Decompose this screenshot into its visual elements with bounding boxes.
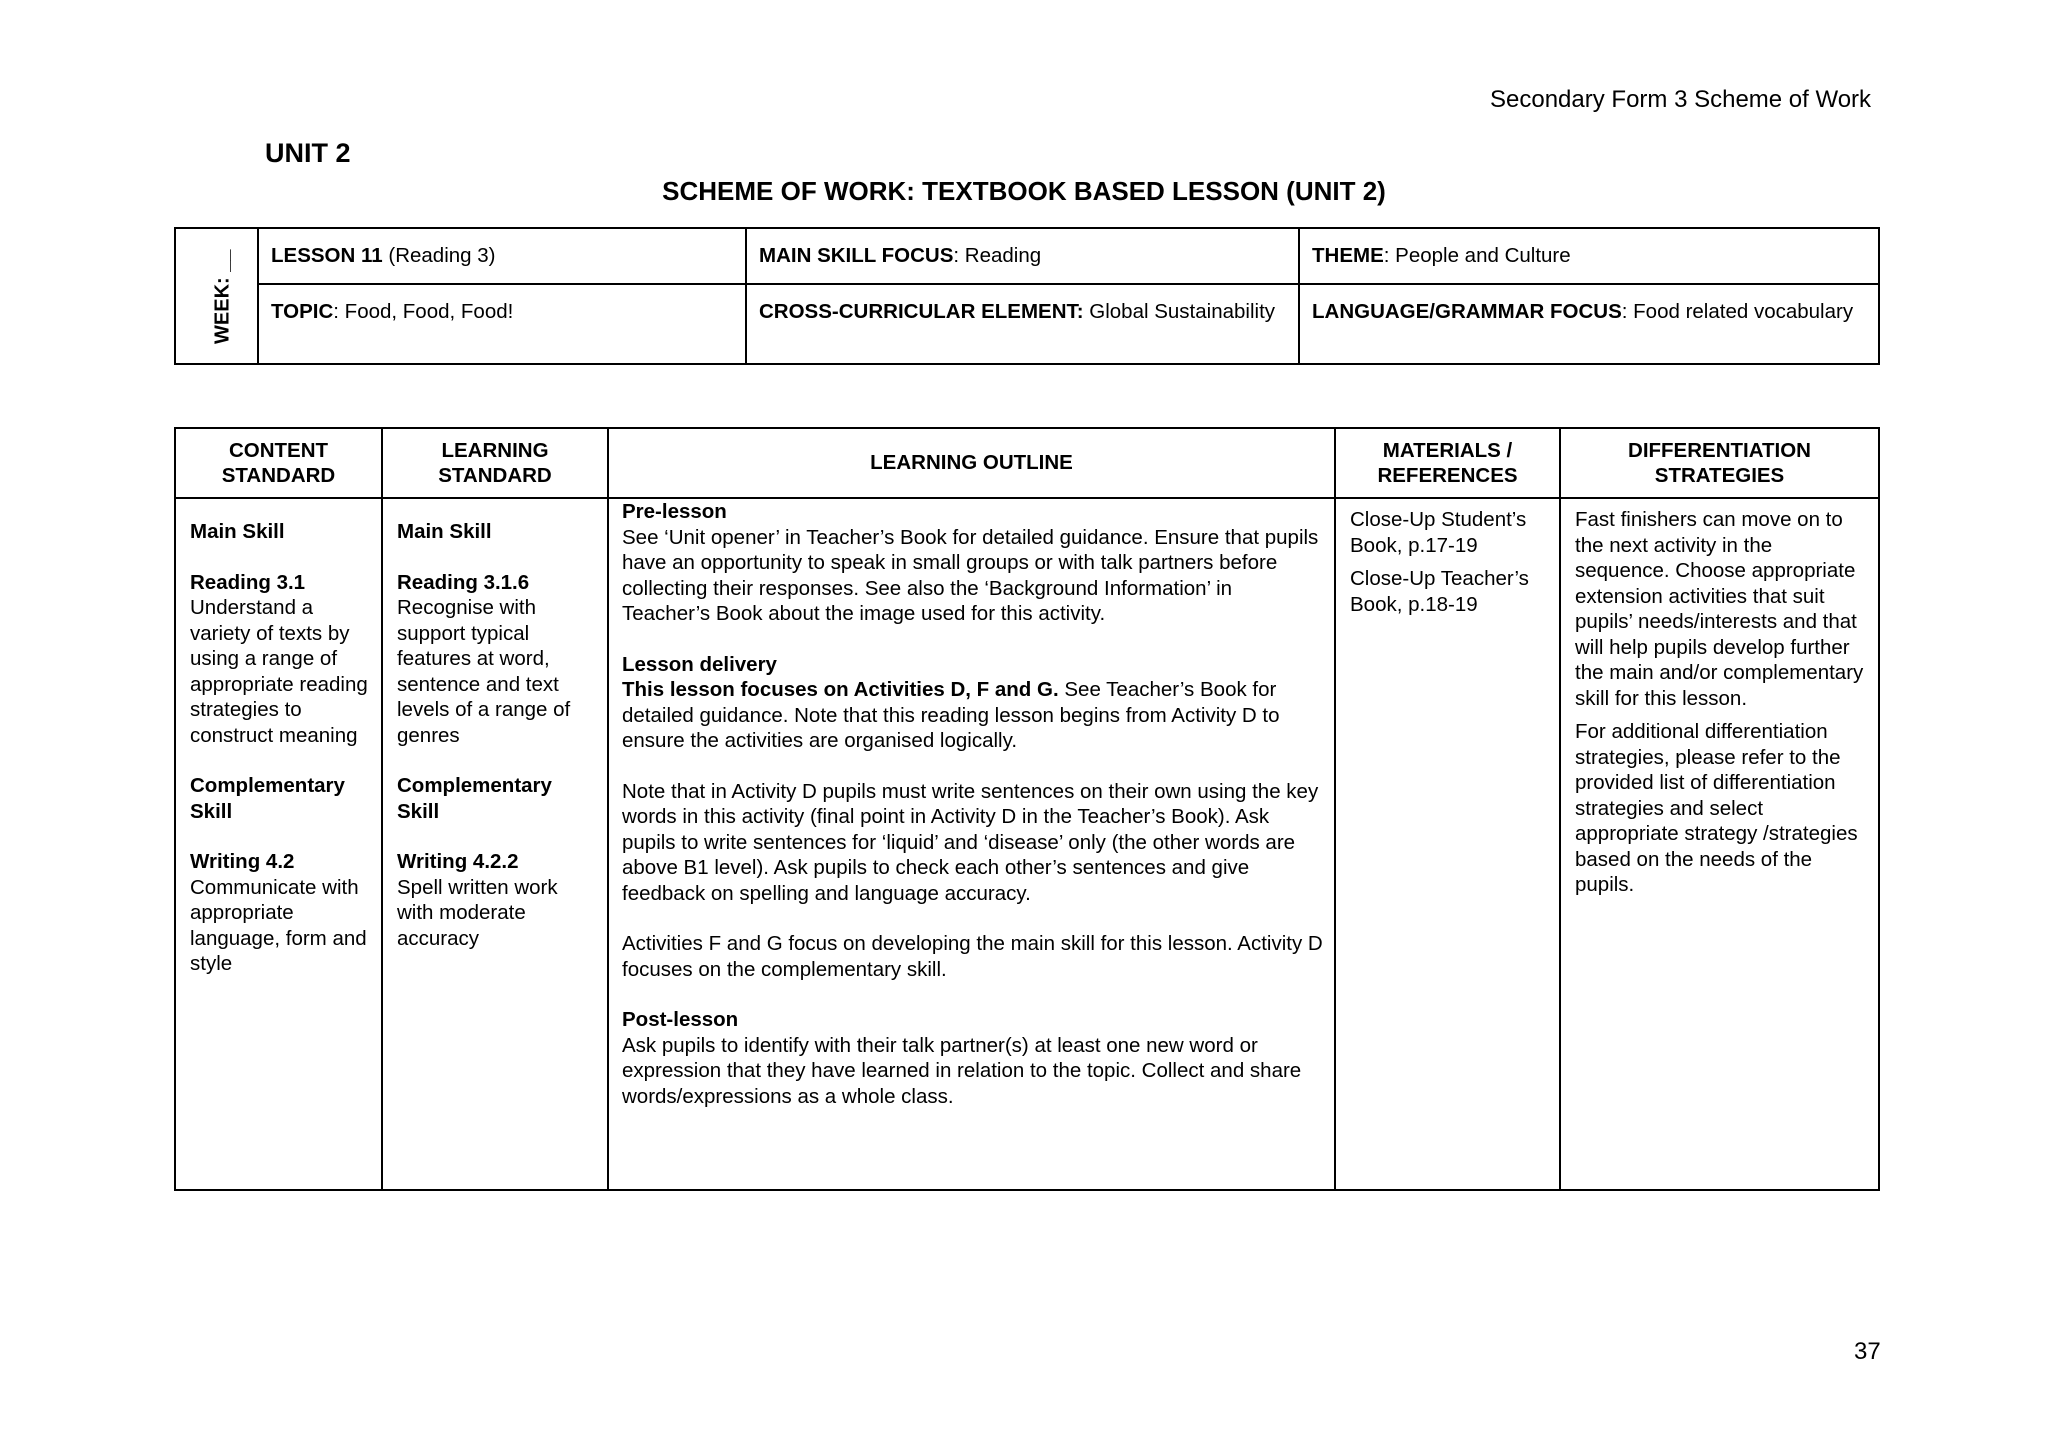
lesson-delivery-heading: Lesson delivery [622,652,777,676]
differentiation-item: Fast finishers can move on to the next activity in the sequence. Choose appropriate extension activities that suit pupils’ needs/interests and that will help pupils develop further the main and/or complementary skill for this lesson. [1575,508,1864,710]
header-differentiation: DIFFERENTIATION STRATEGIES [1560,428,1879,498]
topic-cell [258,284,746,364]
lesson-cell [258,228,746,284]
activity-note-text: Note that in Activity D pupils must write sentences on their own using the key words in this activity (final point in Activity D in the Teacher’s Book). Ask pupils to write sentences for ‘liquid’ and ‘disease’ only (the other words are above B1 level). Ask pupils to check each other’s sentences and give feedback on spelling and language accuracy. [622,779,1319,905]
week-label: WEEK: __ [211,249,234,344]
cross-curricular-value: Global Sustainability [1083,300,1276,323]
lesson-plan-table [174,427,1880,1191]
learning-main-skill-text: Recognise with support typical features at word, sentence and text levels of a range of genres [397,596,571,747]
pre-lesson-heading: Pre-lesson [622,500,727,523]
language-focus-value: : Food related vocabulary [1621,300,1854,323]
pre-lesson-text: See ‘Unit opener’ in Teacher’s Book for detailed guidance. Ensure that pupils have an opportunity to speak in small groups or with talk partners before collecting their responses. See also the ‘Background Information’ in Teacher’s Book about the image used for this activity. [622,525,1319,625]
main-skill-cell [746,228,1299,284]
learning-comp-skill-heading: Complementary Skill [397,774,552,823]
main-skill-value: : Reading [953,244,1042,267]
content-main-skill-code: Reading 3.1 [190,570,306,594]
unit-heading: UNIT 2 [265,138,351,168]
content-standard-cell [175,498,382,1190]
main-skill-label: MAIN SKILL FOCUS [759,244,954,267]
learning-main-skill-heading: Main Skill [397,520,492,543]
content-comp-skill-text: Communicate with appropriate language, form and style [190,875,367,975]
material-item: Close-Up Teacher’s Book, p.18-19 [1350,567,1529,616]
theme-cell [1299,228,1879,284]
learning-outline-cell [608,498,1335,1190]
topic-label: TOPIC [271,300,334,323]
language-focus-label: LANGUAGE/GRAMMAR FOCUS [1312,300,1622,323]
content-main-skill-text: Understand a variety of texts by using a range of appropriate reading strategies to construct meaning [190,596,368,747]
content-comp-skill-heading: Complementary Skill [190,774,345,823]
lesson-delivery-text [622,677,1324,754]
theme-value: : People and Culture [1383,244,1571,267]
content-main-skill-heading: Main Skill [190,520,285,543]
learning-comp-skill-code: Writing 4.2.2 [397,850,519,873]
cross-curricular-label: CROSS-CURRICULAR ELEMENT: [759,300,1084,323]
lesson-delivery-focus: This lesson focuses on Activities D, F and G. [622,678,1059,701]
cross-curricular-cell [746,284,1299,364]
differentiation-cell [1560,498,1879,1190]
theme-label: THEME [1312,244,1384,267]
post-lesson-text: Ask pupils to identify with their talk partner(s) at least one new word or expression that they have learned in relation to the topic. Collect and share words/expressions as a whole class. [622,1033,1302,1108]
header-materials: MATERIALS / REFERENCES [1335,428,1560,498]
document-title: Secondary Form 3 Scheme of Work [1490,86,1872,113]
learning-comp-skill-text: Spell written work with moderate accuracy [397,875,558,950]
materials-cell [1335,498,1560,1190]
language-focus-cell [1299,284,1879,364]
lesson-delivery-detail: See Teacher’s Book for detailed guidance. Note that this reading lesson begins from Activity D to ensure the activities are organised logically. [622,678,1280,752]
material-item: Close-Up Student’s Book, p.17-19 [1350,508,1527,557]
post-lesson-heading: Post-lesson [622,1008,739,1031]
page-number: 37 [1854,1338,1881,1365]
content-comp-skill-code: Writing 4.2 [190,850,295,873]
header-content-standard: CONTENT STANDARD [175,428,382,498]
learning-standard-cell [382,498,608,1190]
header-learning-outline: LEARNING OUTLINE [608,428,1335,498]
scheme-title: SCHEME OF WORK: TEXTBOOK BASED LESSON (UNIT 2) [662,176,1386,206]
lesson-label: LESSON 11 [271,244,383,267]
differentiation-item: For additional differentiation strategies, please refer to the provided list of differentiation strategies and select appropriate strategy /strategies based on the needs of the pupils. [1575,720,1858,896]
learning-main-skill-code: Reading 3.1.6 [397,570,530,594]
lesson-value: (Reading 3) [382,244,496,267]
activities-focus-text: Activities F and G focus on developing the main skill for this lesson. Activity D focuses on the complementary skill. [622,932,1323,981]
topic-value: : Food, Food, Food! [333,300,514,323]
header-learning-standard: LEARNING STANDARD [382,428,608,498]
lesson-info-table [174,227,1880,365]
week-cell [175,228,258,364]
